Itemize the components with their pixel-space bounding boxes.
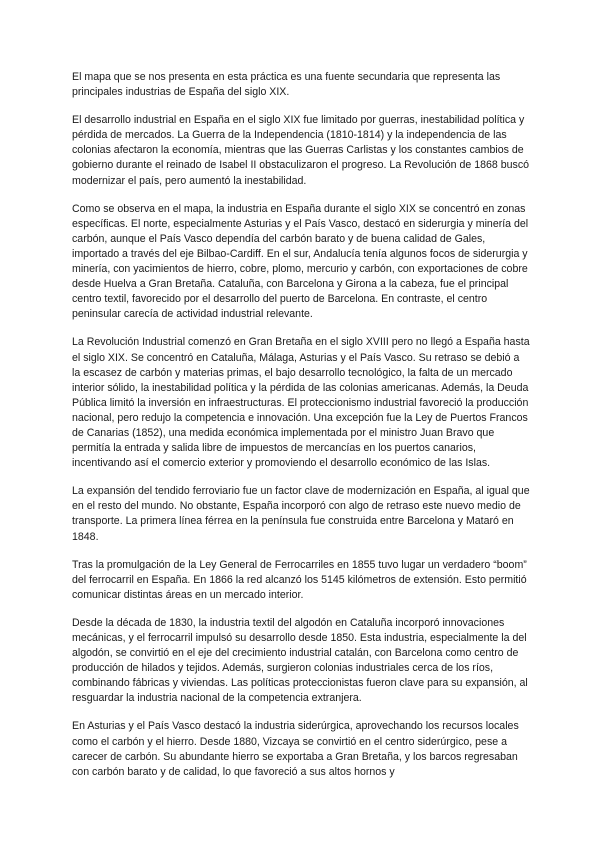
document-page — [72, 70, 530, 793]
paragraph-intro: El mapa que se nos presenta en esta práctica es una fuente secundaria que representa las principales industrias de España del siglo XIX. — [72, 71, 501, 99]
paragraph-political-context: El desarrollo industrial en España en el siglo XIX fue limitado por guerras, inestabilidad política y pérdida de mercados. La Guerra de la Independencia (1810-1814) y la independencia de las colonias afectaron la economía, mientras que las Guerras Carlistas y los constantes cambios de gobierno durante el reinado de Isabel II obstaculizaron el progreso. La Revolución de 1868 buscó modernizar el país, pero aumentó la inestabilidad. — [72, 114, 530, 187]
paragraph-industrial-revolution: La Revolución Industrial comenzó en Gran Bretaña en el siglo XVIII pero no llegó a España hasta el siglo XIX. Se concentró en Cataluña, Málaga, Asturias y el País Vasco. Su retraso se debió a la escasez de carbón y materias primas, el bajo desarrollo tecnológico, la falta de un mercado interior sólido, la inestabilidad política y la pérdida de las colonias americanas. Además, la Deuda Pública limitó la inversión en infraestructuras. El proteccionismo industrial favoreció la producción nacional, pero redujo la competencia e innovación. Una excepción fue la Ley de Puertos Francos de Canarias (1852), una medida económica implementada por el ministro Juan Bravo que permitía la entrada y salida libre de impuestos de mercancías en los puertos canarios, incentivando así el comercio exterior y promoviendo el desarrollo económico de las Islas. — [72, 336, 530, 470]
paragraph-railway-expansion: La expansión del tendido ferroviario fue un factor clave de modernización en España, al igual que en el resto del mundo. No obstante, España incorporó con algo de retraso este nuevo medio de transporte. La primera línea férrea en la península fue construida entre Barcelona y Mataró en 1848. — [72, 485, 530, 543]
paragraph-steel-industry: En Asturias y el País Vasco destacó la industria siderúrgica, aprovechando los recursos locales como el carbón y el hierro. Desde 1880, Vizcaya se convirtió en el centro siderúrgico, pese a carecer de carbón. Su abundante hierro se exportaba a Gran Bretaña, y los barcos regresaban con carbón barato y de calidad, lo que favoreció a sus altos hornos y — [72, 720, 519, 778]
paragraph-map-regions: Como se observa en el mapa, la industria en España durante el siglo XIX se concentró en zonas específicas. El norte, especialmente Asturias y el País Vasco, destacó en siderurgia y minería del carbón, aunque el País Vasco dependía del carbón barato y de buena calidad de Gales, importado a través del eje Bilbao-Cardiff. En el sur, Andalucía tenía algunos focos de siderurgia y minería, con yacimientos de hierro, cobre, plomo, mercurio y carbón, con exportaciones de cobre desde Huelva a Gran Bretaña. Cataluña, con Barcelona y Girona a la cabeza, fue el principal centro textil, favorecido por el desarrollo del puerto de Barcelona. En contraste, el centro peninsular carecía de actividad industrial relevante. — [72, 202, 529, 321]
paragraph-textile-industry: Desde la década de 1830, la industria textil del algodón en Cataluña incorporó innovaciones mecánicas, y el ferrocarril impulsó su desarrollo desde 1850. Esta industria, especialmente la del algodón, se convirtió en el eje del crecimiento industrial catalán, con Barcelona como centro de producción de hilados y tejidos. Además, surgieron colonias industriales cerca de los ríos, combinando fábricas y viviendas. Las políticas proteccionistas fueron clave para su expansión, al resguardar la industria nacional de la competencia extranjera. — [72, 616, 528, 705]
paragraph-railway-law: Tras la promulgación de la Ley General de Ferrocarriles en 1855 tuvo lugar un verdadero “boom” del ferrocarril en España. En 1866 la red alcanzó los 5145 kilómetros de extensión. Esto permitió comunicar distintas áreas en un mercado interior. — [72, 558, 527, 601]
